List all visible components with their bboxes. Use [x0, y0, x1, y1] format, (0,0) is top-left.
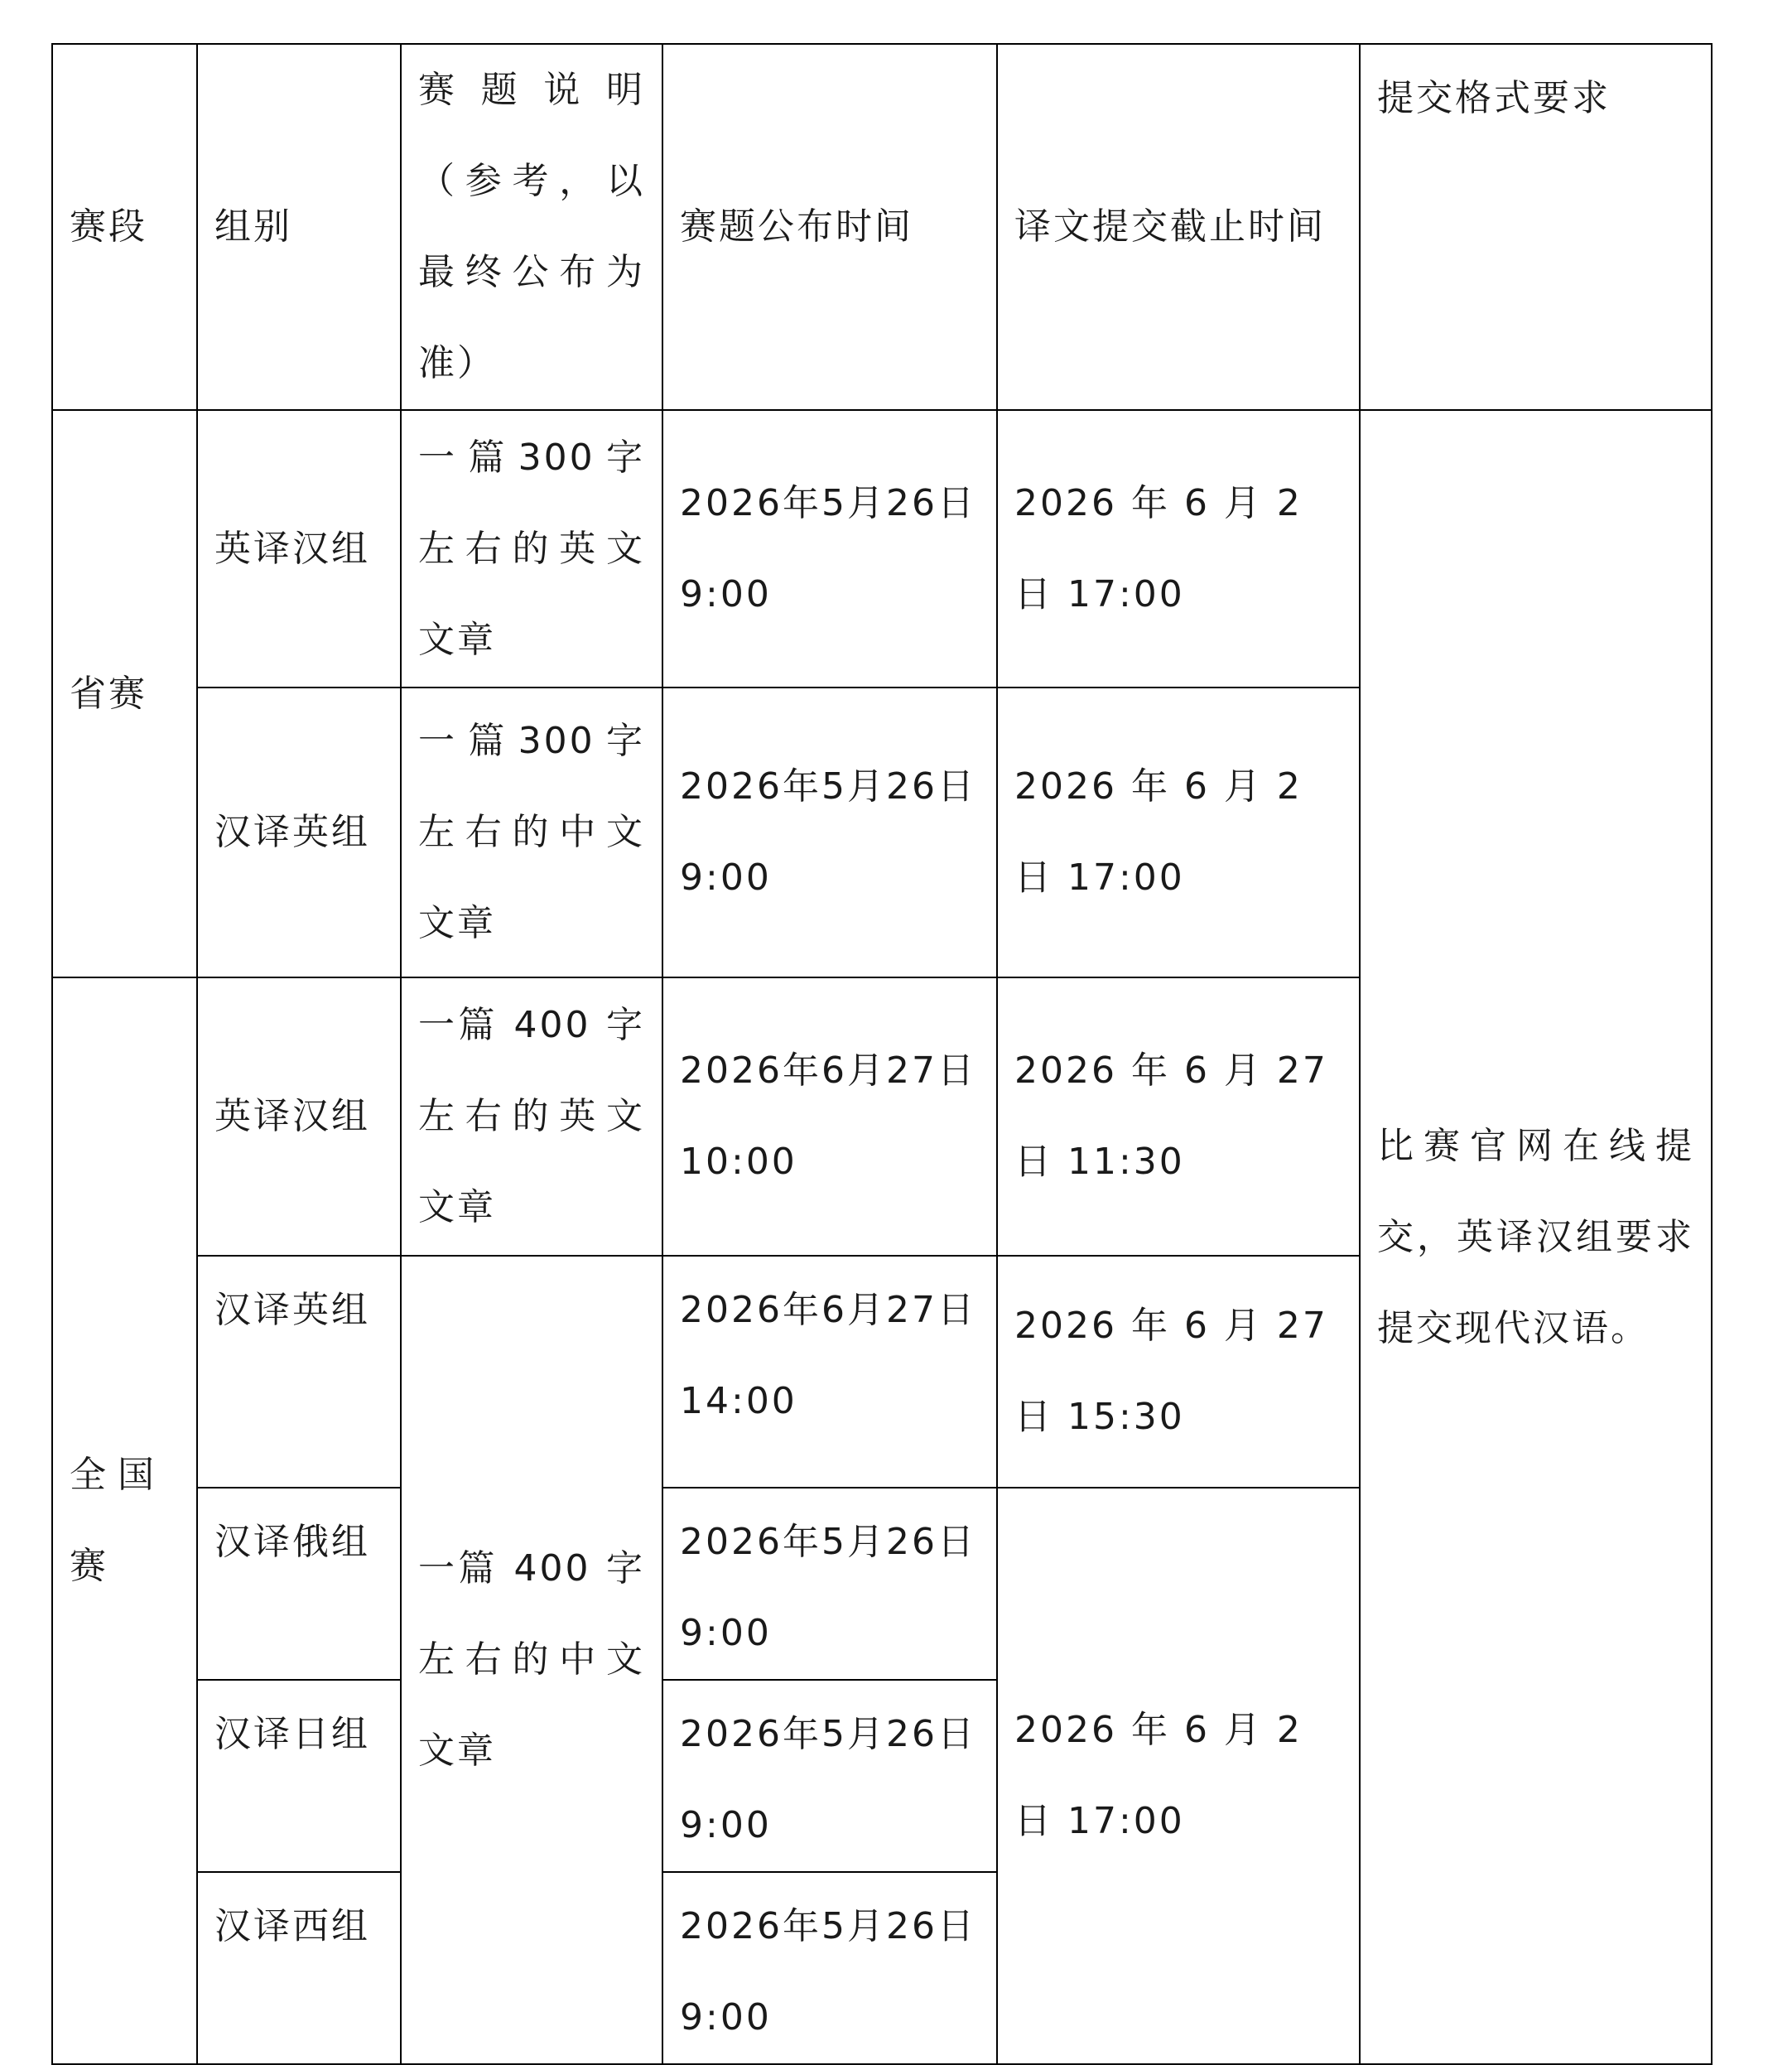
- release-time-cell: 2026年5月26日9:00: [662, 688, 997, 977]
- group-cell: 英译汉组: [197, 410, 401, 688]
- group-cell: 汉译日组: [197, 1680, 401, 1872]
- header-release-time: 赛题公布时间: [662, 44, 997, 410]
- deadline-cell: 2026 年 6 月 27 日 15:30: [997, 1256, 1360, 1488]
- header-row: [52, 44, 1712, 410]
- group-cell: 汉译英组: [197, 688, 401, 977]
- release-time-cell: 2026年5月26日9:00: [662, 1488, 997, 1680]
- group-cell: 汉译俄组: [197, 1488, 401, 1680]
- header-description: 赛题说明（参考，以最终公布为准）: [401, 44, 662, 410]
- stage-provincial: 省赛: [52, 410, 197, 977]
- description-cell-shared: 一篇 400 字左右的中文文章: [401, 1256, 662, 2064]
- release-time-cell: 2026年5月26日9:00: [662, 1680, 997, 1872]
- description-cell: 一篇300字左右的中文文章: [401, 688, 662, 977]
- header-group: 组别: [197, 44, 401, 410]
- group-cell: 汉译西组: [197, 1872, 401, 2064]
- header-deadline: 译文提交截止时间: [997, 44, 1360, 410]
- deadline-cell: 2026 年 6 月 27 日 11:30: [997, 977, 1360, 1256]
- header-format: 提交格式要求: [1360, 44, 1712, 410]
- deadline-cell: 2026 年 6 月 2 日 17:00: [997, 688, 1360, 977]
- group-cell: 英译汉组: [197, 977, 401, 1256]
- release-time-cell: 2026年5月26日9:00: [662, 410, 997, 688]
- deadline-cell-shared: 2026 年 6 月 2 日 17:00: [997, 1488, 1360, 2064]
- description-cell: 一篇 400 字左右的英文文章: [401, 977, 662, 1256]
- description-cell: 一篇300字左右的英文文章: [401, 410, 662, 688]
- submission-format-cell: 比赛官网在线提交，英译汉组要求提交现代汉语。: [1360, 410, 1712, 2064]
- competition-schedule-table: [51, 43, 1713, 2065]
- release-time-cell: 2026年6月27日10:00: [662, 977, 997, 1256]
- release-time-cell: 2026年5月26日9:00: [662, 1872, 997, 2064]
- release-time-cell: 2026年6月27日14:00: [662, 1256, 997, 1488]
- group-cell: 汉译英组: [197, 1256, 401, 1488]
- header-stage: 赛段: [52, 44, 197, 410]
- stage-national: 全国赛: [52, 977, 197, 2064]
- table-row: [52, 410, 1712, 688]
- deadline-cell: 2026 年 6 月 2 日 17:00: [997, 410, 1360, 688]
